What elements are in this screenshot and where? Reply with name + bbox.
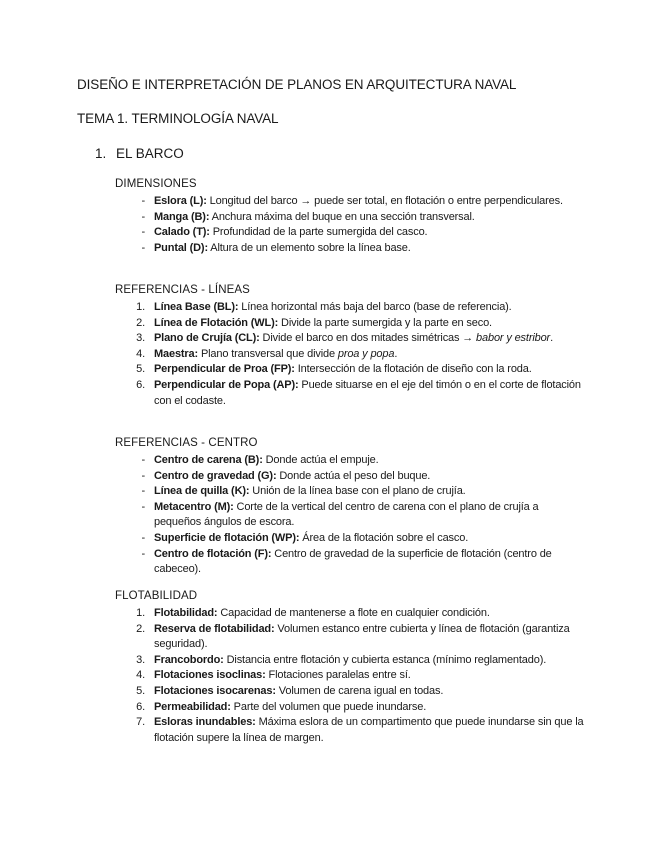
item-term: Plano de Crujía (CL): [154, 332, 260, 345]
item-term: Línea Base (BL): [154, 301, 239, 313]
list-marker: - [141, 531, 145, 544]
item-term: Flotabilidad: [154, 607, 218, 619]
list-marker: - [141, 547, 145, 560]
list-marker: - [141, 469, 145, 482]
list-marker: - [141, 500, 145, 513]
list-marker: - [141, 241, 145, 254]
item-definition: Donde actúa el peso del buque. [276, 469, 431, 482]
list-item [115, 453, 585, 469]
item-term: Eslora (L): [154, 195, 207, 207]
list-marker: - [141, 454, 145, 466]
item-term: Perpendicular de Proa (FP): [154, 363, 295, 376]
centro-title: REFERENCIAS - CENTRO [115, 437, 258, 449]
centro-block [115, 436, 585, 578]
list-marker: 1. [136, 301, 145, 313]
list-item [115, 210, 585, 226]
list-marker: 3. [136, 653, 145, 666]
item-definition: Anchura máxima del buque en una sección transversal. [209, 210, 475, 223]
list-marker: 1. [136, 607, 145, 619]
item-definition: Unión de la línea base con el plano de crujía. [249, 485, 466, 498]
item-emphasis: babor y estribor [476, 332, 551, 345]
list-item [115, 500, 585, 531]
item-term: Manga (B): [154, 210, 210, 223]
tema-heading: TEMA 1. TERMINOLOGÍA NAVAL [77, 111, 279, 126]
item-definition: Capacidad de mantenerse a flote en cualquier condición. [217, 607, 490, 619]
list-marker: 7. [136, 716, 145, 729]
flotabilidad-block [115, 589, 585, 746]
list-marker: - [141, 226, 145, 239]
list-item [115, 622, 585, 653]
list-item [115, 194, 585, 210]
item-term: Maestra: [154, 347, 199, 360]
list-item [115, 378, 585, 409]
list-marker: 6. [136, 378, 145, 391]
item-term: Perpendicular de Popa (AP): [154, 378, 299, 391]
item-term: Esloras inundables: [154, 716, 256, 729]
list-item [115, 700, 585, 716]
list-marker: 4. [136, 669, 145, 682]
item-definition: Volumen estanco entre cubierta y línea de flotación (garantiza seguridad). [154, 622, 570, 651]
dimensiones-list [115, 194, 585, 256]
list-marker: 2. [136, 622, 145, 635]
dimensiones-block [115, 177, 585, 256]
list-marker: 2. [136, 316, 145, 329]
item-term: Permeabilidad: [154, 700, 231, 713]
item-definition: Centro de gravedad de la superficie de flotación (centro de cabeceo). [154, 547, 552, 576]
item-term: Centro de carena (B): [154, 454, 263, 466]
item-term: Francobordo: [154, 653, 224, 666]
list-item [115, 531, 585, 547]
list-item [115, 362, 585, 378]
item-tail: . [394, 347, 398, 360]
item-term: Línea de quilla (K): [154, 485, 250, 498]
item-definition: Línea horizontal más baja del barco (base de referencia). [238, 301, 512, 313]
item-definition: Plano transversal que divide [198, 347, 338, 360]
item-term: Metacentro (M): [154, 500, 234, 513]
item-definition: Puede situarse en el eje del timón o en el corte de flotación con el codaste. [154, 378, 581, 407]
lineas-block [115, 283, 585, 409]
dimensiones-title: DIMENSIONES [115, 178, 197, 190]
item-emphasis: proa y popa [337, 347, 395, 360]
list-item [115, 668, 585, 684]
section-heading [95, 146, 184, 161]
list-item [115, 547, 585, 578]
list-marker: 6. [136, 700, 145, 713]
section-number: 1. [95, 146, 107, 161]
list-item [115, 653, 585, 669]
item-term: Línea de Flotación (WL): [154, 316, 279, 329]
item-definition: Flotaciones paralelas entre sí. [265, 669, 411, 682]
item-definition: Volumen de carena igual en todas. [275, 684, 444, 697]
item-term: Flotaciones isocarenas: [154, 684, 276, 697]
list-item [115, 484, 585, 500]
lineas-title: REFERENCIAS - LÍNEAS [115, 284, 250, 296]
item-definition: Intersección de la flotación de diseño con la roda. [294, 363, 532, 376]
item-term: Flotaciones isoclinas: [154, 669, 266, 682]
item-term: Centro de flotación (F): [154, 547, 272, 560]
list-marker: - [141, 485, 145, 498]
list-item [115, 300, 585, 316]
list-marker: 4. [136, 347, 145, 360]
list-marker: 5. [136, 684, 145, 697]
list-item [115, 715, 585, 746]
list-item [115, 684, 585, 700]
item-definition: Área de la flotación sobre el casco. [299, 531, 469, 544]
item-definition: Donde actúa el empuje. [262, 454, 379, 466]
list-item [115, 331, 585, 347]
centro-list [115, 453, 585, 578]
item-definition: Parte del volumen que puede inundarse. [230, 700, 427, 713]
item-definition: Profundidad de la parte sumergida del casco. [209, 226, 428, 239]
flotabilidad-list [115, 606, 585, 746]
list-marker: 5. [136, 363, 145, 376]
list-item [115, 241, 585, 257]
item-term: Superficie de flotación (WP): [154, 531, 300, 544]
item-definition: Distancia entre flotación y cubierta estanca (mínimo reglamentado). [223, 653, 547, 666]
item-definition: Máxima eslora de un compartimento que puede inundarse sin que la flotación supere la línea de margen. [154, 716, 584, 744]
list-item [115, 316, 585, 332]
item-term: Centro de gravedad (G): [154, 469, 277, 482]
item-definition: Divide la parte sumergida y la parte en seco. [278, 316, 492, 329]
list-marker: - [141, 210, 145, 223]
item-term: Reserva de flotabilidad: [154, 622, 275, 635]
list-item [115, 225, 585, 241]
item-definition: Altura de un elemento sobre la línea base. [207, 241, 411, 254]
list-item [115, 606, 585, 622]
item-tail: . [550, 332, 553, 345]
item-term: Puntal (D): [154, 241, 208, 254]
section-title: EL BARCO [116, 146, 184, 161]
item-term: Calado (T): [154, 226, 210, 239]
document-title: DISEÑO E INTERPRETACIÓN DE PLANOS EN ARQUITECTURA NAVAL [77, 77, 517, 92]
lineas-list [115, 300, 585, 409]
item-definition: Longitud del barco → puede ser total, en flotación o entre perpendiculares. [206, 195, 563, 207]
list-item [115, 347, 585, 363]
list-marker: 3. [136, 332, 145, 345]
list-item [115, 469, 585, 485]
list-marker: - [141, 195, 145, 207]
item-definition: Corte de la vertical del centro de carena con el plano de crujía a pequeños ángulos de escora. [154, 500, 539, 529]
item-definition: Divide el barco en dos mitades simétricas → [259, 332, 477, 345]
flotabilidad-title: FLOTABILIDAD [115, 590, 198, 602]
